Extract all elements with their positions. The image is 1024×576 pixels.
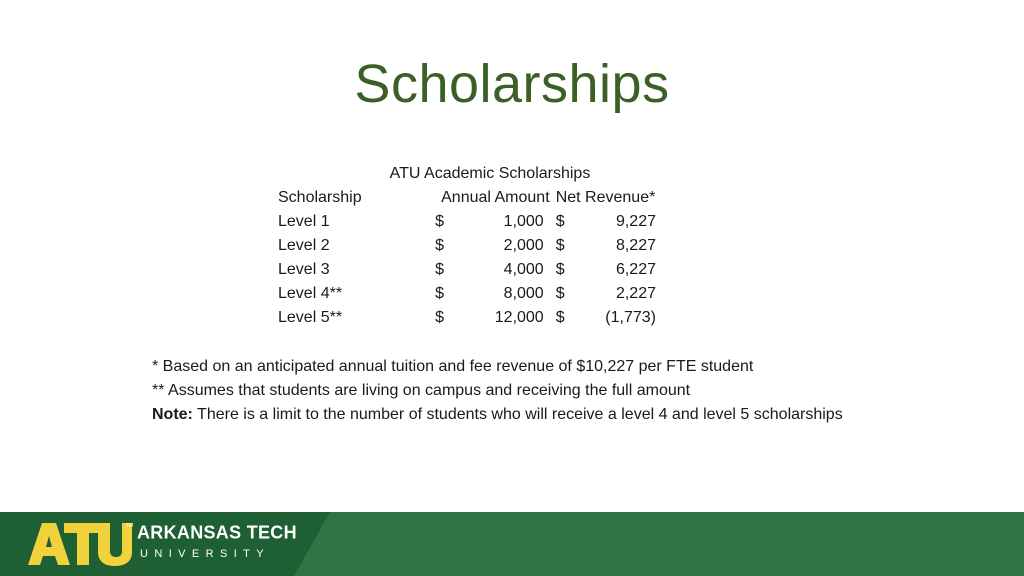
- table-row: [270, 306, 670, 330]
- note-text: There is a limit to the number of students who will receive a level 4 and level 5 scholarships: [192, 406, 843, 423]
- row-currency: $: [435, 237, 444, 254]
- atu-logo-icon: [26, 521, 134, 567]
- row-currency: $: [555, 285, 565, 302]
- row-currency: $: [435, 213, 444, 230]
- footnotes: [152, 355, 843, 427]
- row-name: Level 3: [278, 261, 330, 278]
- table-row: [270, 234, 670, 258]
- header-scholarship: Scholarship: [278, 189, 362, 206]
- row-amount: 4,000: [503, 261, 544, 278]
- row-name: Level 1: [278, 213, 330, 230]
- row-revenue: 8,227: [615, 237, 656, 254]
- header-annual-amount: Annual Amount: [441, 189, 550, 206]
- logo-letter-u: [98, 523, 132, 566]
- brand-line-arkansas-tech: ARKANSAS TECH: [137, 521, 297, 543]
- row-currency: $: [435, 261, 444, 278]
- row-amount: 1,000: [503, 213, 544, 230]
- row-currency: $: [435, 285, 444, 302]
- slide-title: Scholarships: [354, 54, 670, 114]
- table-row: [270, 210, 670, 234]
- footer-bar: [0, 512, 1024, 576]
- row-revenue: 9,227: [615, 213, 656, 230]
- row-revenue: (1,773): [605, 309, 656, 326]
- header-net-revenue: Net Revenue*: [555, 189, 656, 206]
- brand-line-university: UNIVERSITY: [140, 548, 271, 560]
- row-currency: $: [555, 213, 565, 230]
- row-revenue: 2,227: [615, 285, 656, 302]
- table-row: [270, 282, 670, 306]
- row-amount: 8,000: [503, 285, 544, 302]
- table-caption: ATU Academic Scholarships: [389, 165, 591, 182]
- note-label: Note:: [152, 406, 193, 423]
- table-header-row: [270, 186, 670, 210]
- note-line: [152, 403, 843, 427]
- footnote-tuition: * Based on an anticipated annual tuition and fee revenue of $10,227 per FTE student: [152, 358, 754, 375]
- row-name: Level 4**: [278, 285, 343, 302]
- row-currency: $: [435, 309, 444, 326]
- row-revenue: 6,227: [615, 261, 656, 278]
- row-currency: $: [555, 309, 565, 326]
- row-amount: 12,000: [494, 309, 544, 326]
- row-currency: $: [555, 237, 565, 254]
- row-name: Level 2: [278, 237, 330, 254]
- table-row: [270, 258, 670, 282]
- row-currency: $: [555, 261, 565, 278]
- footnote-campus: ** Assumes that students are living on campus and receiving the full amount: [152, 382, 691, 399]
- row-name: Level 5**: [278, 309, 343, 326]
- logo-letter-t: [64, 523, 102, 565]
- row-amount: 2,000: [503, 237, 544, 254]
- scholarship-table: [270, 162, 670, 330]
- trademark-mark: TM: [126, 523, 134, 529]
